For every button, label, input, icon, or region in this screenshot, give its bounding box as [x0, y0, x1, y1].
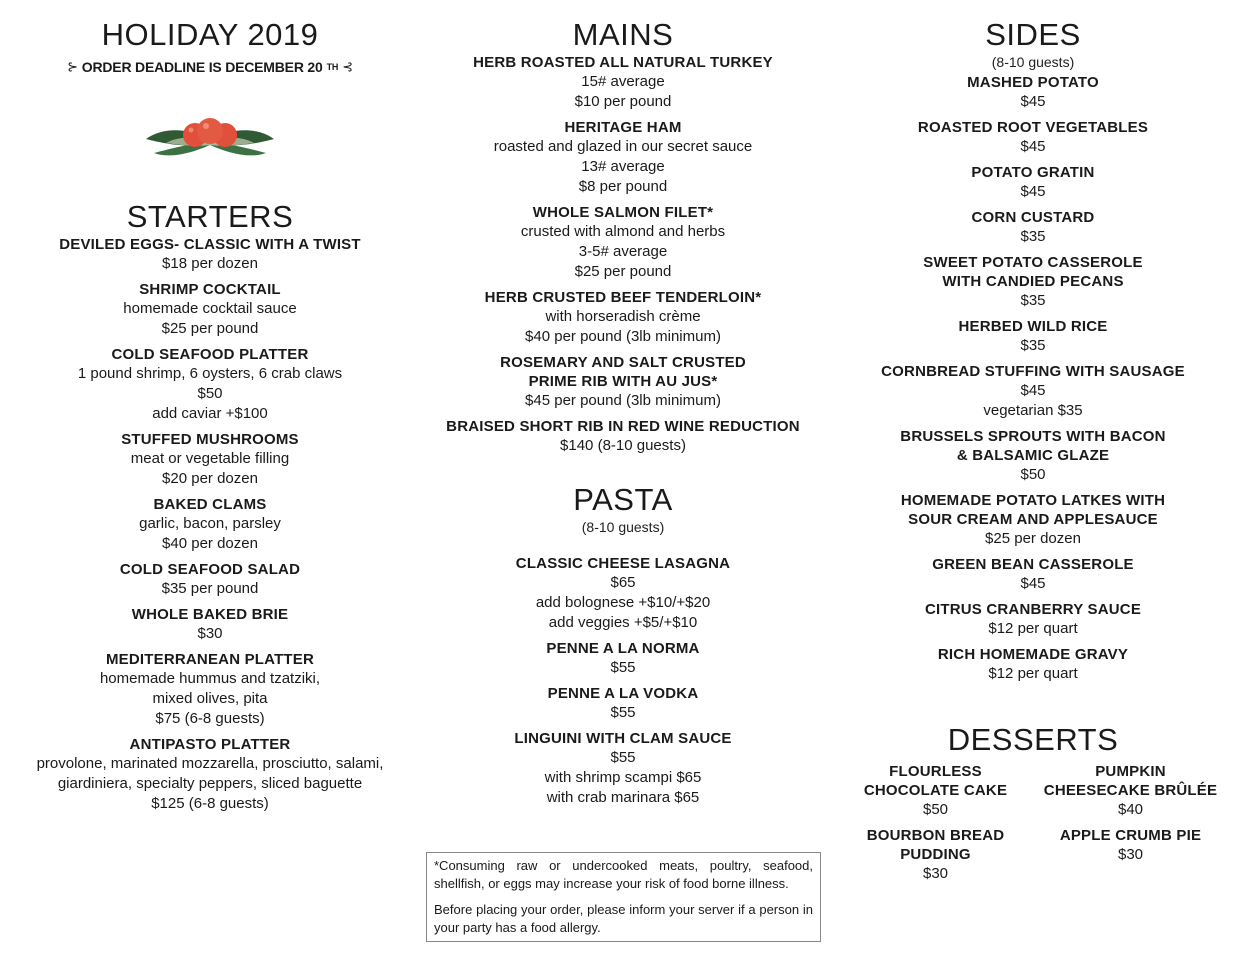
allergy-disclaimer	[426, 852, 821, 942]
menu-item-detail: with horseradish crème	[545, 308, 701, 325]
menu-item	[423, 729, 823, 808]
starters-list	[10, 235, 410, 814]
menu-item-name: PENNE A LA VODKA	[547, 685, 699, 702]
menu-item-name: APPLE CRUMB PIE	[1059, 827, 1202, 844]
deadline-text: ORDER DEADLINE IS DECEMBER 20	[81, 59, 323, 75]
menu-item-name: BAKED CLAMS	[153, 496, 267, 513]
menu-item-detail: 3-5# average	[578, 243, 668, 260]
menu-item-name: BRUSSELS SPROUTS WITH BACON	[900, 428, 1166, 445]
desserts-list	[843, 762, 1223, 890]
menu-item-name: WHOLE SALMON FILET*	[532, 204, 714, 221]
pasta-list	[423, 554, 823, 808]
menu-item	[423, 353, 823, 411]
menu-item-name: POTATO GRATIN	[971, 164, 1095, 181]
menu-item-name: WHOLE BAKED BRIE	[131, 606, 289, 623]
menu-item	[833, 253, 1233, 311]
menu-item	[10, 735, 410, 814]
menu-item-detail: 13# average	[581, 158, 665, 175]
mains-title: MAINS	[572, 17, 674, 52]
menu-item-name: RICH HOMEMADE GRAVY	[937, 646, 1129, 663]
menu-item-name: PUDDING	[900, 846, 971, 863]
menu-item	[1038, 762, 1223, 820]
menu-item-detail: giardiniera, specialty peppers, sliced baguette	[57, 775, 363, 792]
menu-item-detail: $50	[1020, 466, 1046, 483]
menu-item	[10, 605, 410, 644]
menu-item-detail: $25 per pound	[161, 320, 259, 337]
middle-column	[423, 0, 823, 808]
ornament-right-icon: ⊰	[342, 59, 353, 74]
menu-item-detail: $20 per dozen	[162, 470, 258, 487]
menu-item-detail: roasted and glazed in our secret sauce	[493, 138, 753, 155]
menu-item-detail: $25 per pound	[574, 263, 672, 280]
menu-item	[10, 495, 410, 554]
menu-item-name: SOUR CREAM AND APPLESAUCE	[908, 511, 1158, 528]
menu-item-detail: $35 per pound	[161, 580, 259, 597]
menu-item-detail: $55	[610, 749, 636, 766]
menu-item	[10, 280, 410, 339]
menu-item-detail: $10 per pound	[574, 93, 672, 110]
menu-item-name: SHRIMP COCKTAIL	[139, 281, 281, 298]
menu-item-detail: $55	[610, 659, 636, 676]
menu-item-detail: $12 per quart	[988, 620, 1078, 637]
menu-item-detail: $18 per dozen	[162, 255, 258, 272]
menu-item	[10, 235, 410, 274]
menu-item-detail: 1 pound shrimp, 6 oysters, 6 crab claws	[77, 365, 343, 382]
menu-item-name: MASHED POTATO	[967, 74, 1099, 91]
sides-title: SIDES	[985, 17, 1081, 52]
menu-item-name: MEDITERRANEAN PLATTER	[105, 651, 315, 668]
menu-item-name: HERITAGE HAM	[564, 119, 682, 136]
menu-item	[423, 639, 823, 678]
menu-item	[423, 53, 823, 112]
right-column	[833, 0, 1233, 890]
menu-item-name: ROASTED ROOT VEGETABLES	[917, 119, 1149, 136]
menu-item-detail: $75 (6-8 guests)	[155, 710, 265, 727]
menu-item	[833, 317, 1233, 356]
menu-item-detail: $45	[1020, 382, 1046, 399]
menu-item-name: ROSEMARY AND SALT CRUSTED	[500, 354, 746, 371]
menu-item-name: WITH CANDIED PECANS	[942, 273, 1124, 290]
deadline-suffix: TH	[326, 62, 339, 72]
starters-title: STARTERS	[126, 199, 294, 234]
pasta-subtitle: (8-10 guests)	[581, 519, 665, 535]
menu-item	[10, 560, 410, 599]
menu-item	[843, 762, 1028, 820]
menu-item-detail: $40 per dozen	[162, 535, 258, 552]
menu-item	[833, 362, 1233, 421]
menu-item-detail: $125 (6-8 guests)	[151, 795, 269, 812]
disclaimer-raw-food: *Consuming raw or undercooked meats, poultry, seafood, shellfish, or eggs may increase your risk of food borne illness.	[434, 858, 813, 891]
menu-item-name: CHOCOLATE CAKE	[863, 782, 1008, 799]
menu-item	[833, 163, 1233, 202]
menu-item-name: BRAISED SHORT RIB IN RED WINE REDUCTION	[446, 418, 800, 435]
menu-item-detail: provolone, marinated mozzarella, prosciutto, salami,	[36, 755, 384, 772]
menu-item-name: CORN CUSTARD	[971, 209, 1095, 226]
menu-item-detail: with crab marinara $65	[546, 789, 700, 806]
menu-item	[10, 650, 410, 729]
menu-item-detail: meat or vegetable filling	[130, 450, 290, 467]
menu-item-detail: $50	[197, 385, 223, 402]
menu-item-name: COLD SEAFOOD SALAD	[119, 561, 301, 578]
menu-item	[843, 826, 1028, 884]
menu-item	[423, 554, 823, 633]
menu-item-detail: $45	[1020, 183, 1046, 200]
menu-item-detail: $40 per pound (3lb minimum)	[525, 328, 721, 345]
menu-item-name: CHEESECAKE BRÛLÉE	[1043, 782, 1218, 799]
menu-item-detail: $55	[610, 704, 636, 721]
menu-item-detail: homemade cocktail sauce	[123, 300, 297, 317]
menu-item-name: FLOURLESS	[889, 763, 982, 780]
menu-item-detail: $45	[1020, 575, 1046, 592]
menu-item	[833, 491, 1233, 549]
disclaimer-allergy: Before placing your order, please inform your server if a person in your party has a food allergy.	[434, 902, 813, 935]
menu-item-name: PRIME RIB WITH AU JUS*	[528, 373, 718, 390]
menu-item-detail: $35	[1020, 228, 1046, 245]
menu-item-name: STUFFED MUSHROOMS	[121, 431, 299, 448]
menu-item	[423, 684, 823, 723]
menu-item-detail: $45	[1020, 93, 1046, 110]
page-title: HOLIDAY 2019	[101, 17, 319, 52]
menu-item-detail: $40	[1117, 801, 1144, 818]
menu-item	[423, 417, 823, 456]
menu-item	[10, 345, 410, 424]
desserts-title: DESSERTS	[947, 722, 1119, 757]
menu-item-name: HERBED WILD RICE	[958, 318, 1108, 335]
menu-item-detail: $45 per pound (3lb minimum)	[525, 392, 721, 409]
order-deadline	[10, 59, 410, 75]
menu-item-name: ANTIPASTO PLATTER	[129, 736, 291, 753]
menu-item-detail: $50	[922, 801, 949, 818]
menu-item-detail: $140 (8-10 guests)	[560, 437, 686, 454]
menu-item-detail: 15# average	[581, 73, 665, 90]
menu-item	[833, 427, 1233, 485]
menu-item	[833, 73, 1233, 112]
menu-item-detail: $35	[1020, 337, 1046, 354]
menu-item-name: PENNE A LA NORMA	[546, 640, 700, 657]
menu-item-detail: $35	[1020, 292, 1046, 309]
menu-item	[423, 288, 823, 347]
menu-item-name: HOMEMADE POTATO LATKES WITH	[900, 492, 1166, 509]
menu-item-name: CORNBREAD STUFFING WITH SAUSAGE	[881, 363, 1185, 380]
menu-item	[833, 208, 1233, 247]
menu-item-detail: $30	[1117, 846, 1144, 863]
menu-item-name: DEVILED EGGS- CLASSIC WITH A TWIST	[59, 236, 361, 253]
menu-item-detail: crusted with almond and herbs	[520, 223, 726, 240]
menu-item-detail: garlic, bacon, parsley	[139, 515, 281, 532]
menu-item-name: CITRUS CRANBERRY SAUCE	[924, 601, 1142, 618]
menu-item-detail: $45	[1020, 138, 1046, 155]
menu-item-name: COLD SEAFOOD PLATTER	[111, 346, 309, 363]
menu-item-name: PUMPKIN	[1095, 763, 1166, 780]
menu-item-detail: add veggies +$5/+$10	[548, 614, 698, 631]
menu-item	[833, 555, 1233, 594]
menu-item-detail: mixed olives, pita	[152, 690, 268, 707]
menu-item-detail: $25 per dozen	[985, 530, 1081, 547]
menu-item-detail: add bolognese +$10/+$20	[535, 594, 711, 611]
menu-item-detail: vegetarian $35	[983, 402, 1083, 419]
menu-item-detail: with shrimp scampi $65	[544, 769, 702, 786]
menu-item	[10, 430, 410, 489]
holly-berries-icon	[10, 109, 410, 169]
mains-list	[423, 53, 823, 456]
menu-item-name: CLASSIC CHEESE LASAGNA	[515, 555, 731, 572]
menu-item	[423, 203, 823, 282]
menu-item	[833, 645, 1233, 684]
menu-item-detail: $8 per pound	[578, 178, 668, 195]
menu-item-name: HERB ROASTED ALL NATURAL TURKEY	[473, 54, 773, 71]
pasta-title: PASTA	[573, 482, 673, 517]
menu-item	[1038, 826, 1223, 884]
menu-item	[833, 118, 1233, 157]
menu-item-name: GREEN BEAN CASSEROLE	[932, 556, 1134, 573]
ornament-left-icon: ⊱	[67, 59, 78, 74]
sides-list	[833, 73, 1233, 684]
menu-item-name: BOURBON BREAD	[866, 827, 1005, 844]
menu-item-name: LINGUINI WITH CLAM SAUCE	[514, 730, 732, 747]
menu-item-name: SWEET POTATO CASSEROLE	[923, 254, 1143, 271]
left-column	[10, 0, 410, 814]
menu-item-detail: $12 per quart	[988, 665, 1078, 682]
menu-item-detail: $30	[922, 865, 949, 882]
sides-subtitle: (8-10 guests)	[991, 54, 1075, 70]
menu-item-name: HERB CRUSTED BEEF TENDERLOIN*	[484, 289, 762, 306]
menu-item-detail: add caviar +$100	[152, 405, 268, 422]
menu-item	[423, 118, 823, 197]
menu-item-detail: homemade hummus and tzatziki,	[99, 670, 321, 687]
menu-item-detail: $65	[610, 574, 636, 591]
menu-item	[833, 600, 1233, 639]
menu-item-detail: $30	[197, 625, 223, 642]
menu-item-name: & BALSAMIC GLAZE	[956, 447, 1110, 464]
